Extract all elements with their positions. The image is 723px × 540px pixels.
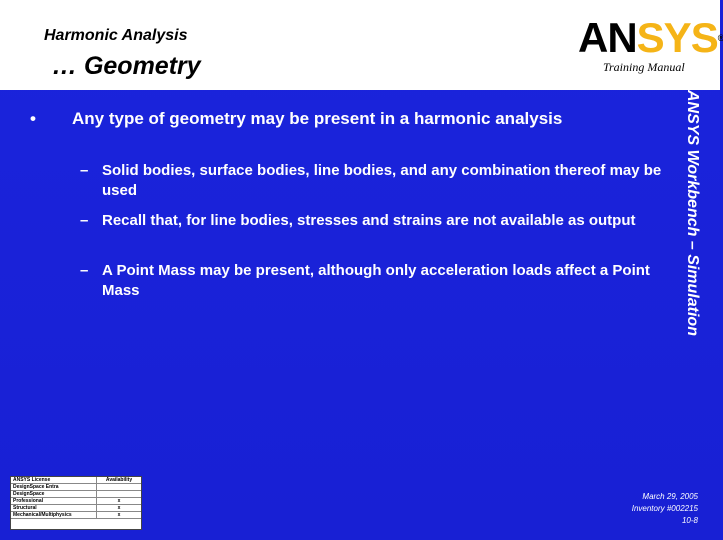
footer-date: March 29, 2005: [642, 492, 698, 501]
page-title: … Geometry: [52, 52, 201, 80]
table-cell: Professional: [11, 498, 97, 505]
table-row: [11, 505, 141, 512]
sub-bullet-text: Recall that, for line bodies, stresses and strains are not available as output: [102, 212, 636, 229]
sub-bullet-dash: –: [80, 212, 89, 229]
logo-text-sys: SYS: [636, 14, 718, 61]
table-cell: x: [97, 512, 142, 519]
sub-bullet-dash: –: [80, 262, 89, 279]
table-cell: Structural: [11, 505, 97, 512]
bullet-dot: •: [30, 109, 36, 128]
table-row: [11, 512, 141, 519]
sub-bullet-text: A Point Mass may be present, although only acceleration loads affect a Point Mass: [102, 262, 650, 299]
table-cell: x: [97, 498, 142, 505]
table-cell: [97, 484, 142, 491]
table-cell: [97, 491, 142, 498]
footer-page-number: 10-8: [681, 516, 698, 525]
table-row: [11, 498, 141, 505]
table-cell: DesignSpace Entra: [11, 484, 97, 491]
table-cell: Mechanical/Multiphysics: [11, 512, 97, 519]
main-bullet-text: Any type of geometry may be present in a harmonic analysis: [72, 109, 563, 128]
table-row: [11, 491, 141, 498]
table-cell: x: [97, 505, 142, 512]
logo-registered-mark: ®: [717, 33, 723, 43]
license-availability-table: [10, 476, 142, 530]
logo-text-an: AN: [578, 14, 637, 61]
section-title: Harmonic Analysis: [44, 27, 188, 44]
header-band: [0, 0, 723, 90]
footer-info: [632, 491, 698, 527]
table-cell: DesignSpace: [11, 491, 97, 498]
sub-bullet-dash: –: [80, 162, 89, 179]
footer-inventory: Inventory #002215: [631, 504, 698, 513]
side-vertical-label: ANSYS Workbench – Simulation: [684, 90, 701, 336]
table-header-cell: ANSYS License: [11, 477, 97, 484]
table-header-cell: Availability: [97, 477, 142, 484]
sub-bullet-text: Solid bodies, surface bodies, line bodies, and any combination thereof may be used: [102, 162, 662, 199]
training-manual-label: Training Manual: [603, 60, 685, 74]
table-row: [11, 484, 141, 491]
ansys-logo: [578, 16, 723, 60]
